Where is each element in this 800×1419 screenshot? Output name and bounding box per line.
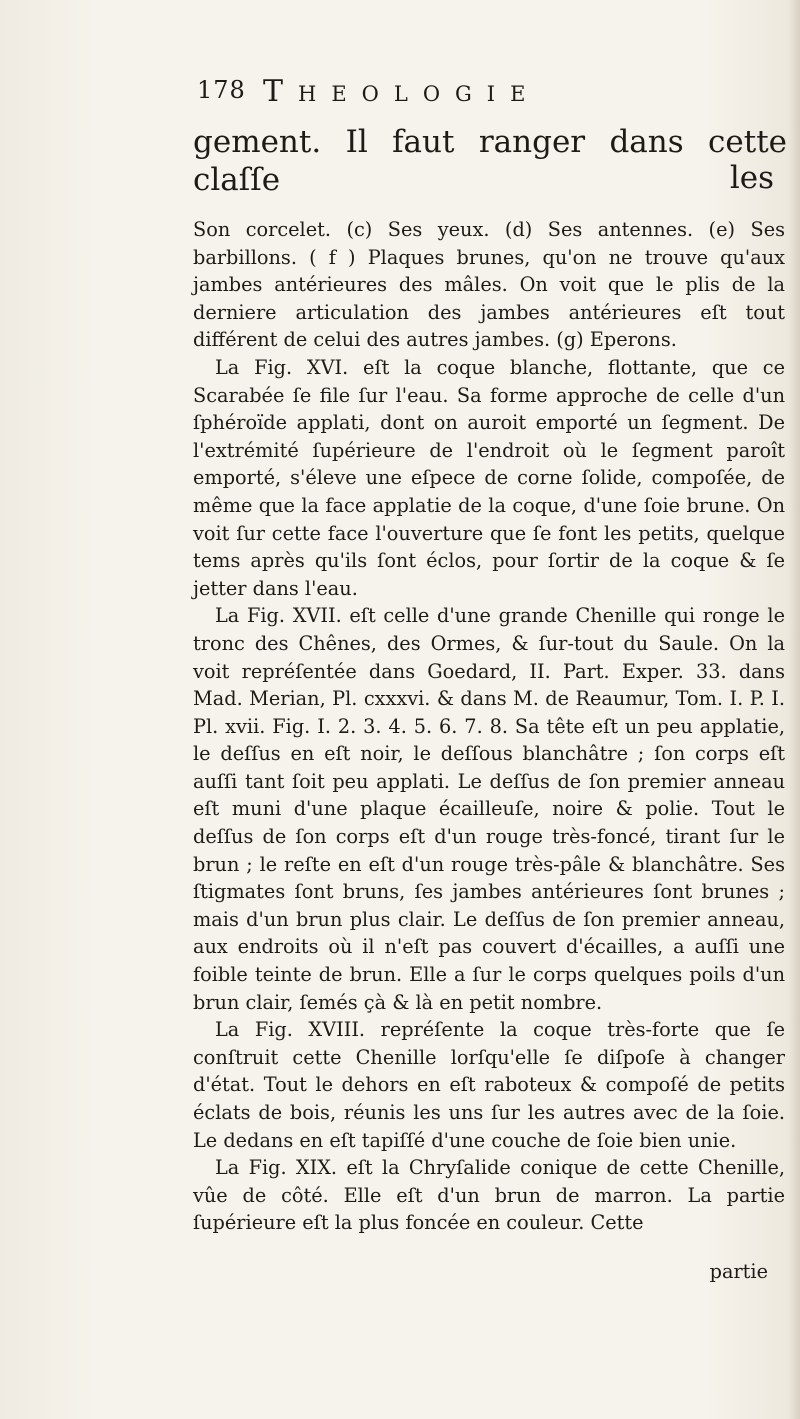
paragraph-3: La Fig. XVII. eſt celle d'une grande Chenille qui ronge le tronc des Chênes, des Ormes, & ſur-tout du Saule. On la voit repréſentée dans Goedard, II. Part. Exper. 33. dans Mad. Merian, Pl. cxxxvi. & dans M. de Reaumur, Tom. I. P. I. Pl. xvii. Fig. I. 2. 3. 4. 5. 6. 7. 8. Sa tête eſt un peu applatie, le deſſus en eſt noir, le deſſous blanchâtre ; ſon corps eſt auſſi tant ſoit peu applati. Le deſſus de ſon premier anneau eſt muni d'une plaque écailleuſe, noire & polie. Tout le deſſus de ſon corps eſt d'un rouge très-foncé, tirant ſur le brun ; le reſte en eſt d'un rouge très-pâle & blanchâtre. Ses ſtigmates ſont bruns, ſes jambes antérieures ſont brunes ; mais d'un brun plus clair. Le deſſus de ſon premier anneau, aux endroits où il n'eſt pas couvert d'écailles, a auſſi une foible teinte de brun. Elle a ſur le corps quelques poils d'un brun clair, ſemés çà & là en petit nombre. [193,604,785,1014]
opening-line: gement. Il faut ranger dans cette claſſe [193,124,787,198]
paragraph-4: La Fig. XVIII. repréſente la coque très-forte que ſe conſtruit cette Chenille lorſqu'elle ſe diſpoſe à changer d'état. Tout le dehors en eſt raboteux & compoſé de petits éclats de bois, réunis les uns ſur les autres avec de la ſoie. Le dedans en eſt tapiſſé d'une couche de ſoie bien unie. [193,1018,785,1152]
paragraph-5: La Fig. XIX. eſt la Chryſalide conique de cette Chenille, vûe de côté. Elle eſt d'un brun de marron. La partie ſupérieure eſt la plus foncée en couleur. Cette [193,1156,785,1235]
catchword-top: les [729,160,774,196]
catchword-bottom: partie [709,1260,768,1283]
page-edge-shadow [788,0,800,1419]
running-title: Theologie [263,74,541,109]
running-header [197,74,667,114]
body-text [193,216,785,1237]
paragraph-1: Son corcelet. (c) Ses yeux. (d) Ses antennes. (e) Ses barbillons. ( f ) Plaques brunes, qu'on ne trouve qu'aux jambes antérieures des mâles. On voit que le plis de la derniere articulation des jambes antérieures eſt tout différent de celui des autres jambes. (g) Eperons. [193,218,785,352]
page-number: 178 [197,76,246,104]
paragraph-2: La Fig. XVI. eſt la coque blanche, flottante, que ce Scarabée ſe file ſur l'eau. Sa forme approche de celle d'un ſphéroïde applati, dont on auroit emporté un ſegment. De l'extrémité ſupérieure de l'endroit où le ſegment paroît emporté, s'éleve une eſpece de corne ſolide, compoſée, de même que la face applatie de la coque, d'une ſoie brune. On voit ſur cette face l'ouverture que ſe font les petits, quelque tems après qu'ils ſont éclos, pour ſortir de la coque & ſe jetter dans l'eau. [193,355,785,600]
